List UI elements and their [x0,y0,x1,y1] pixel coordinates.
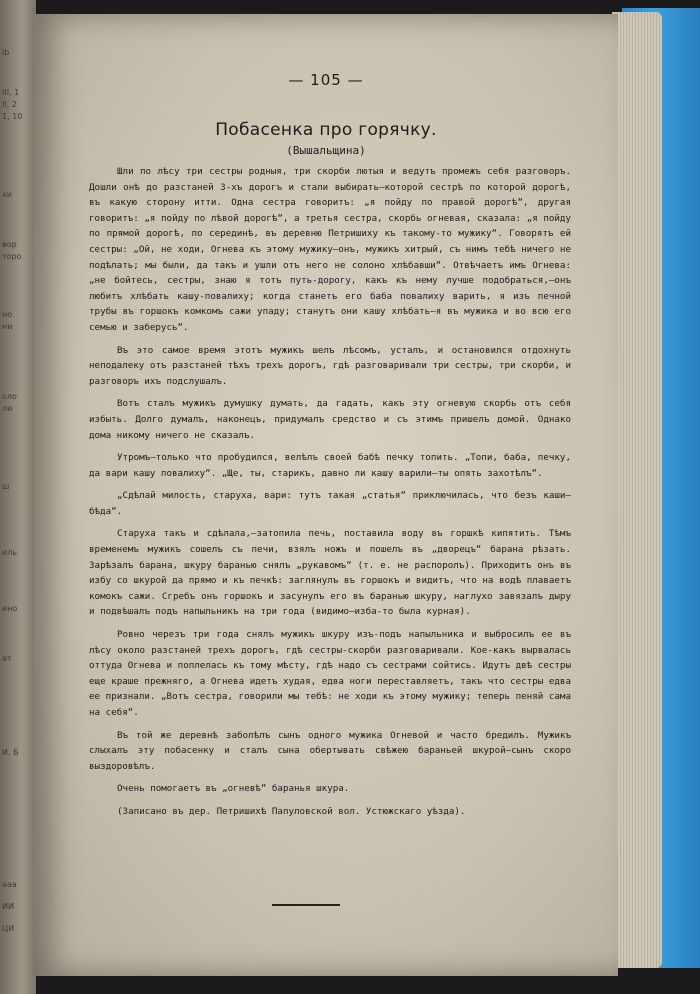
left-page-fragment: ино [2,604,18,613]
left-page-fragment: ib [2,48,10,57]
paragraph: Старуха такъ и сдѣлала,—затопила печь, поставила воду въ горшкѣ кипятить. Тѣмъ временемъ мужикъ сошелъ съ печи, взялъ ножъ и пошелъ въ „дворецъ“ барана рѣзать. Зарѣзалъ барана, шкуру баранью снялъ „рукавомъ“ (т. е. не распоролъ). Приходитъ онъ въ избу со шкурой да прямо и къ печкѣ: заглянулъ въ горшокъ и видитъ, что на водѣ плаваетъ комокъ сажи. Сгребъ онъ горшокъ и засунулъ его въ баранью шкуру, наглухо завязалъ дыру и подвѣшалъ подъ напыльникъ на три года (видимо—изба-то была курная). [89,528,571,618]
left-page-fragment: II, 2 [2,100,17,109]
paragraph: „Сдѣлай милость, старуха, вари: тутъ такая „статья“ приключилась, что безъ каши—бѣда“. [89,490,571,517]
left-page-fragment: вор [2,240,17,249]
left-page-fragment: оло [2,392,17,401]
book-page [34,14,618,976]
left-page-fragment: И. Б [2,748,19,757]
paragraph: Въ это самое время этотъ мужикъ шелъ лѣсомъ, усталъ, и остановился отдохнуть неподалеку отъ разстаней тѣхъ трехъ дорогъ, гдѣ разговаривали три сестры, три скорби, и разговоръ ихъ подслушалъ. [89,344,571,387]
left-page-fragment: III, 1 [2,88,20,97]
left-page-fragment: ни [2,322,13,331]
left-page-fragment: ат [2,654,12,663]
paragraph: Ровно черезъ три года снялъ мужикъ шкуру изъ-подъ напыльника и выбросилъ ее въ лѣсу около разстаней трехъ дорогъ, гдѣ сестры-скорби разговаривали. Кое-какъ вырвалась оттуда Огнева и поплелась къ тому мѣсту, гдѣ надо съ сестрами сойтись. Идутъ двѣ сестры еще краше прежняго, а Огнева идетъ худая, едва ноги переставляетъ, такъ что сестры едва ее признали. „Вотъ сестра, говорили мы тебѣ: не ходи къ этому мужику; теперь пеняй сама на себя“. [89,629,571,718]
paragraph: Въ той же деревнѣ заболѣлъ сынъ одного мужика Огневой и часто бредилъ. Мужикъ слыхалъ эту побасенку и сталъ сына обертывать свѣжею бараньей шкурой—сынъ скоро выздоровѣлъ. [89,729,571,772]
left-page-fragment: ли [2,404,13,413]
page-number: — 105 — [288,71,364,89]
left-page-fragment: ИИ [2,902,14,911]
story-text [89,164,571,827]
paragraph: Очень помогаетъ въ „огневѣ“ баранья шкура. [117,783,350,795]
page-edges [612,12,662,968]
page-title: Побасенка про горячку. [215,120,437,140]
page-subtitle: (Вышальщина) [286,144,366,157]
paragraph: Шли по лѣсу три сестры родныя, три скорби лютыя и ведутъ промежъ себя разговоръ. Дошли онѣ до разстаней 3-хъ дорогъ и стали выбирать—которой сестрѣ по которой дорогѣ, въ какую сторону итти. Одна сестра говоритъ: „я пойду по правой дорогѣ“, другая говоритъ: „я пойду по лѣвой дорогѣ“, а третья сестра, скорбь огневая, сказала: „я пойду по прямой дорогѣ, по серединѣ, въ деревню Петришиху къ такому-то мужику“. Говорятъ ей сестры: „Ой, не ходи, Огнева къ этому мужику—онъ, мужикъ хитрый, съ нимъ тебѣ ничего не подѣлать; мы были, да такъ и ушли отъ него не солоно хлѣбавши“. Отвѣчаетъ имъ Огнева: „не бойтесь, сестры, знаю я тотъ путь-дорогу, какъ къ нему лучше подобраться,—онъ любитъ хлѣбать кашу-повалиху; когда станетъ его баба повалиху варить, я изъ печной трубы въ горшокъ комкомъ сажи упаду; станутъ они кашу хлѣбать—я въ мужика и во всю его семью и заберусь“. [89,166,571,333]
left-page-margin [0,0,36,994]
left-page-fragment: ш [2,482,10,491]
left-page-fragment: ааа [2,880,17,889]
left-page-fragment: хи [2,190,12,199]
left-page-fragment: торо [2,252,22,261]
paragraph: Утромъ—только что пробудился, велѣлъ своей бабѣ печку топить. „Топи, баба, печку, да вари кашу повалиху“. „Ще, ты, старикъ, давно ли кашу варили—ты опять захотѣлъ“. [89,452,571,479]
left-page-fragment: но [2,310,13,319]
end-rule [272,904,340,906]
paragraph: Вотъ сталъ мужикъ думушку думать, да гадать, какъ эту огневую скорбь отъ себя избыть. Долго думалъ, наконецъ, придумалъ средство и съ этимъ пришелъ домой. Однако дома никому ничего не сказалъ. [89,398,571,441]
left-page-fragment: иль [2,548,18,557]
left-page-fragment: 1, 10 [2,112,23,121]
source-note: (Записано въ дер. Петришихѣ Папуловской вол. Устюжскаго уѣзда). [117,805,466,817]
left-page-fragment: ЦИ [2,924,15,933]
